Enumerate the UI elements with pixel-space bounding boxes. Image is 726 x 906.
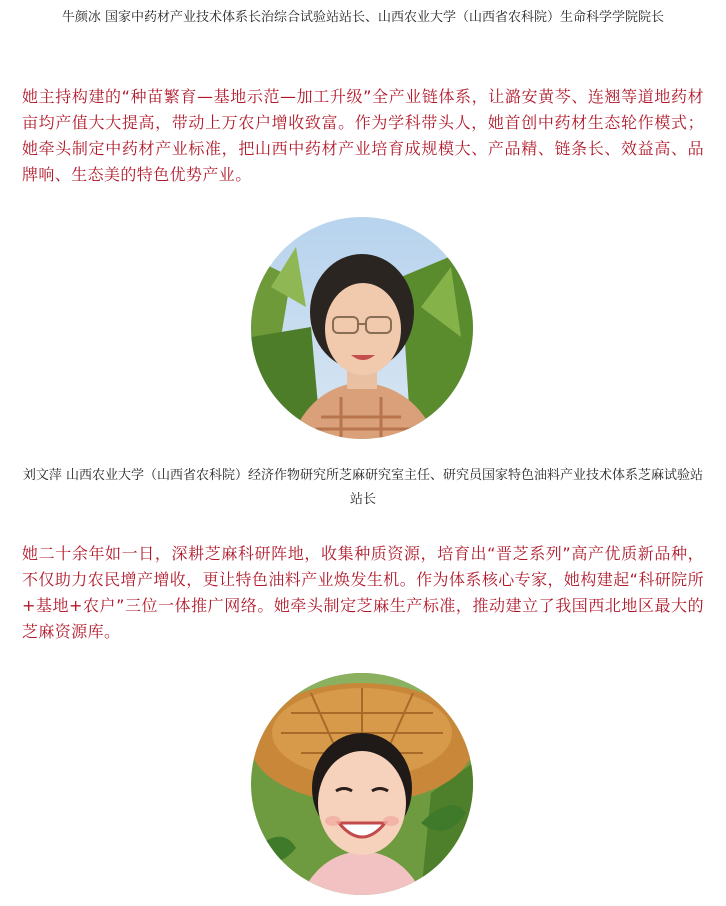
profile-1-bio: 她主持构建的“种苗繁育—基地示范—加工升级”全产业链体系，让潞安黄芩、连翘等道地药材亩均产值大大提高，带动上万农户增收致富。作为学科带头人，她首创中药材生态轮作模式；她牵头制定中药材产业标准，把山西中药材产业培育成规模大、产品精、链条长、效益高、品牌响、生态美的特色优势产业。	[22, 87, 704, 184]
portrait-1-photo	[251, 217, 473, 439]
portrait-2-photo	[251, 673, 473, 895]
profile-2-caption: 刘文萍 山西农业大学（山西省农科院）经济作物研究所芝麻研究室主任、研究员国家特色油料产业技术体系芝麻试验站站长	[22, 468, 704, 507]
profile-1-caption: 牛颜冰 国家中药材产业技术体系长治综合试验站站长、山西农业大学（山西省农科院）生命科学学院院长	[61, 10, 665, 25]
profile-2-bio: 她二十余年如一日，深耕芝麻科研阵地，收集种质资源，培育出“晋芝系列”高产优质新品种，不仅助力农民增产增收，更让特色油料产业焕发生机。作为体系核心专家，她构建起“科研院所+基地+农户”三位一体推广网络。她牵头制定芝麻生产标准，推动建立了我国西北地区最大的芝麻资源库。	[22, 544, 704, 641]
